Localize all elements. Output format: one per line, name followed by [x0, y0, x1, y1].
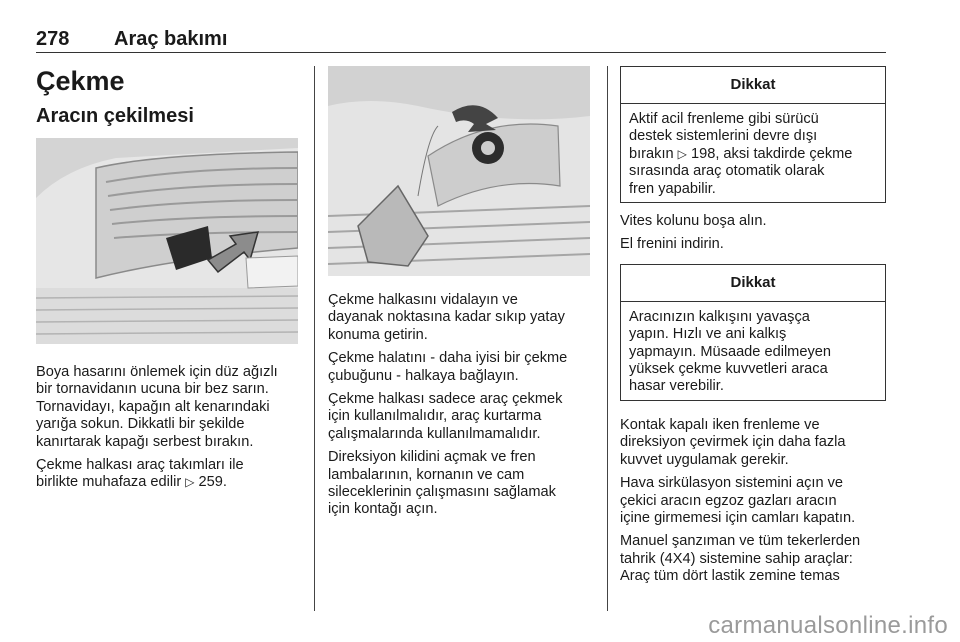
caution-box-1: [620, 66, 886, 203]
page-header: [36, 28, 886, 52]
tow-eye-illustration: [328, 66, 590, 276]
page-reference-link[interactable]: 198: [690, 145, 716, 162]
bumper-cover-illustration: [36, 138, 298, 344]
tow-eye-usage-note: Çekme halkası sadece araç çekmek için kullanılmalıdır, araç kurtarma çalışmalarında kullanılmamalıdır.: [328, 391, 563, 442]
page-reference-link[interactable]: 259.: [198, 474, 227, 491]
instruction-paragraph: Boya hasarını önlemek için düz ağızlı bir tornavidanın ucuna bir bez sarın. Tornavidayı, kapağın alt kenarındaki yarığa sokun. Dikkatli bir şekilde kanırtarak kapağı serbest bırakın.: [36, 364, 278, 450]
section-title: Çekme: [36, 66, 125, 96]
section-subtitle: Aracın çekilmesi: [36, 105, 194, 127]
awd-note: Manuel şanzıman ve tüm tekerlerden tahrik (4X4) sistemine sahip araçlar: Araç tüm dört lastik zemine temas: [620, 533, 861, 585]
caution-text-after: , aksi takdirde çekme sırasında araç otomatik olarak fren yapabilir.: [629, 145, 853, 197]
column-1: [36, 66, 302, 498]
tow-rope-instruction: Çekme halatını - daha iyisi bir çekme çubuğunu - halkaya bağlayın.: [328, 350, 568, 384]
page-reference-arrow-icon: ▷: [677, 146, 687, 161]
ignition-instruction: Direksiyon kilidini açmak ve fren lambalarının, kornanın ve cam sileceklerinin çalışmasını sağlamak için kontağı açın.: [328, 449, 556, 518]
storage-note-text: Çekme halkası araç takımları ile birlikte muhafaza edilir: [36, 457, 244, 491]
chapter-title: Araç bakımı: [114, 28, 228, 50]
caution-text: Aracınızın kalkışını yavaşça yapın. Hızlı ve ani kalkış yapmayın. Müsaade edilmeyen yüksek çekme kuvvetleri araca hasar verebilir.: [629, 308, 831, 395]
caution-title: Dikkat: [621, 67, 885, 104]
column-divider-1: [314, 66, 315, 611]
parking-brake-instruction: El frenini indirin.: [620, 236, 724, 253]
caution-title: Dikkat: [621, 265, 885, 302]
screw-in-instruction: Çekme halkasını vidalayın ve dayanak noktasına kadar sıkıp yatay konuma getirin.: [328, 292, 565, 343]
header-rule: [36, 52, 886, 53]
gear-neutral-instruction: Vites kolunu boşa alın.: [620, 213, 767, 230]
caution-box-2: [620, 264, 886, 401]
watermark: carmanualsonline.info: [708, 612, 948, 639]
storage-note: [36, 457, 302, 492]
page-reference-arrow-icon: ▷: [185, 475, 195, 490]
air-recirculation-instruction: Hava sirkülasyon sistemini açın ve çekici aracın egzoz gazları aracın içine girmemesi için camları kapatın.: [620, 475, 856, 526]
column-2: [328, 66, 594, 525]
page-number: 278: [36, 28, 70, 50]
column-divider-2: [607, 66, 608, 611]
caution-text: [621, 104, 885, 202]
ignition-off-note: Kontak kapalı iken frenleme ve direksiyon çevirmek için daha fazla kuvvet uygulamak gerekir.: [620, 416, 846, 468]
caution-text-before: Aktif acil frenleme gibi sürücü destek sistemlerini devre dışı bırakın: [629, 111, 819, 162]
column-3: [620, 66, 886, 592]
